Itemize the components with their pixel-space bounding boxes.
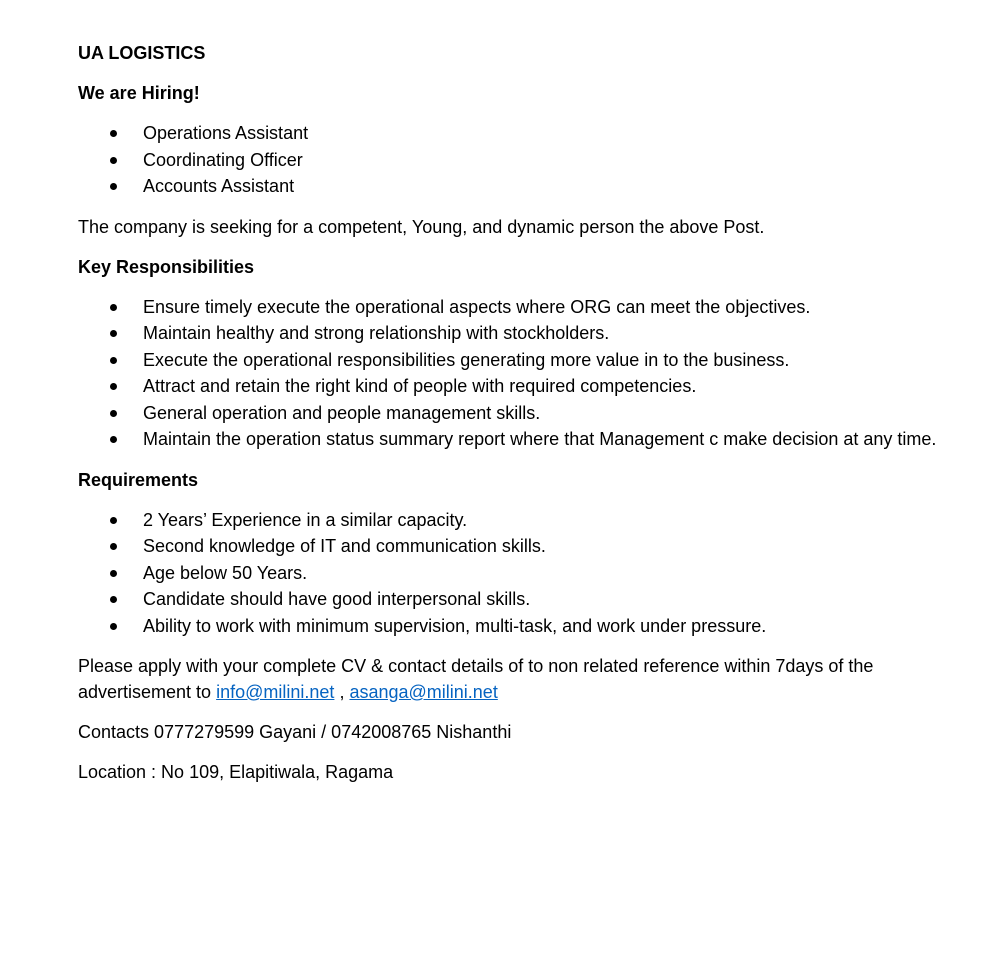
list-item: General operation and people management skills. [78, 400, 938, 427]
bullet-icon [110, 330, 117, 337]
company-name: UA LOGISTICS [78, 43, 206, 63]
location-text: Location : No 109, Elapitiwala, Ragama [78, 762, 394, 782]
list-item: Ensure timely execute the operational aspects where ORG can meet the objectives. [78, 294, 938, 321]
list-item: Attract and retain the right kind of people with required competencies. [78, 373, 938, 400]
list-item: Accounts Assistant [78, 173, 938, 200]
positions-list [78, 120, 938, 200]
email-link-asanga[interactable]: asanga@milini.net [349, 682, 498, 702]
list-item: Second knowledge of IT and communication skills. [78, 533, 938, 560]
bullet-icon [110, 183, 117, 190]
responsibilities-list [78, 294, 938, 453]
list-item: Maintain healthy and strong relationship with stockholders. [78, 320, 938, 347]
bullet-icon [110, 623, 117, 630]
bullet-icon [110, 304, 117, 311]
list-item: Candidate should have good interpersonal skills. [78, 586, 938, 613]
bullet-icon [110, 410, 117, 417]
list-item: Execute the operational responsibilities generating more value in to the business. [78, 347, 938, 374]
bullet-icon [110, 596, 117, 603]
contacts-text: Contacts 0777279599 Gayani / 0742008765 Nishanthi [78, 722, 512, 742]
list-item: 2 Years’ Experience in a similar capacity. [78, 507, 938, 534]
requirements-list [78, 507, 938, 640]
bullet-icon [110, 517, 117, 524]
list-item: Maintain the operation status summary report where that Management c make decision at any time. [78, 426, 938, 453]
bullet-icon [110, 436, 117, 443]
list-item: Ability to work with minimum supervision, multi-task, and work under pressure. [78, 613, 938, 640]
email-link-info[interactable]: info@milini.net [216, 682, 335, 702]
list-item: Age below 50 Years. [78, 560, 938, 587]
bullet-icon [110, 157, 117, 164]
responsibilities-heading: Key Responsibilities [78, 256, 255, 277]
bullet-icon [110, 543, 117, 550]
list-item: Operations Assistant [78, 120, 938, 147]
list-item: Coordinating Officer [78, 147, 938, 174]
bullet-icon [110, 570, 117, 577]
bullet-icon [110, 357, 117, 364]
job-advertisement [78, 40, 938, 785]
hiring-heading: We are Hiring! [78, 83, 200, 103]
requirements-heading: Requirements [78, 469, 199, 490]
bullet-icon [110, 383, 117, 390]
intro-text: The company is seeking for a competent, Young, and dynamic person the above Post. [78, 216, 765, 237]
apply-instructions: Please apply with your complete CV & contact details of to non related reference within 7days of the advertisement to info@milini.net , asanga@milini.net [78, 656, 874, 702]
bullet-icon [110, 130, 117, 137]
